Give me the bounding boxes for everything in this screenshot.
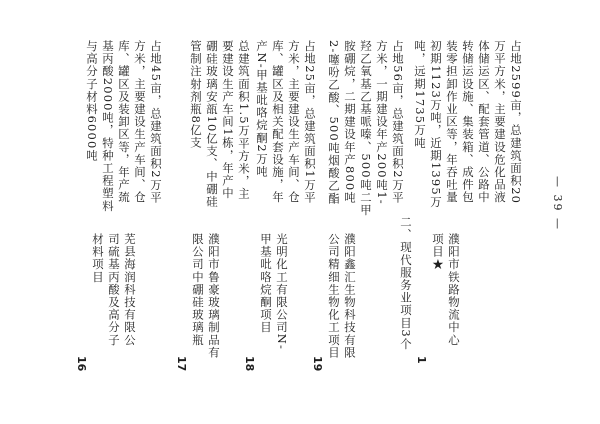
project-detail-line: 要建设生产车间1栋，年产中 (221, 40, 235, 200)
project-name-line: 甲基吡咯烷酮项目 (259, 233, 273, 334)
project-detail-line: 体储运区、配套管道、公路中 (477, 40, 491, 204)
project-detail-line: 方米，主要建设生产车间、仓 (133, 40, 147, 204)
project-detail (254, 40, 318, 204)
project-detail-line: 与高分子材料6000吨 (85, 40, 99, 162)
project-detail-line: 占地2599亩，总建筑面积20 (509, 40, 523, 205)
project-name (90, 233, 138, 346)
project-name (190, 233, 222, 359)
project-detail (412, 40, 524, 208)
project-detail-line: 占地25亩，总建筑面积1万平 (303, 40, 317, 204)
project-detail-line: 硼硅玻璃安瓿10亿支、中硼硅 (205, 40, 219, 209)
project-detail (188, 40, 252, 208)
project-name-line: 公司精细生物化工项目 (327, 233, 341, 359)
project-detail-line: 装零担卸作业区等，年吞吐量 (445, 40, 459, 204)
item-number: 18 (243, 356, 256, 372)
project-name-line: 濮阳鑫汇生物科技有限 (343, 233, 357, 359)
project-detail-line: 羟乙氧基乙基哌嗪、500吨二甲 (359, 40, 373, 217)
project-detail-line: 占地45亩，总建筑面积2万平 (149, 40, 163, 204)
project-detail-line: 方米，一期建设年产200吨1- (375, 40, 389, 205)
project-detail-line: 胺硼烷，二期建设年产800吨 (343, 40, 357, 204)
project-detail-line: 2-噻吩乙酸、500吨烟酸乙酯 (327, 40, 341, 205)
project-name (326, 233, 358, 359)
project-detail-line: 产N-甲基吡咯烷酮2万吨 (255, 40, 269, 179)
section-heading: 二、现代服务业项目3个 (399, 216, 413, 351)
project-detail (84, 40, 164, 212)
page-number: — 39 — (551, 176, 564, 231)
project-name-line: 限公司中硼硅玻璃瓶 (191, 233, 205, 347)
project-name-line: 濮阳市鲁豪玻璃制品有 (207, 233, 221, 359)
item-number: 17 (175, 356, 188, 372)
project-detail-line: 基丙酸2000吨，特种工程塑料 (101, 40, 115, 213)
project-detail (326, 40, 406, 217)
project-detail-line: 总建筑面积1.5万平方米，主 (237, 40, 251, 201)
project-name-line: 光明化工有限公司N- (275, 233, 289, 351)
project-detail-line: 万平方米，主要建设危化品液 (493, 40, 507, 204)
project-detail-line: 初期1123万吨，近期1395万 (429, 40, 443, 209)
project-name-line: 濮阳市铁路物流中心 (447, 233, 461, 347)
project-detail-line: 方米，主要建设生产车间、仓 (287, 40, 301, 204)
project-name-line: 司硫基丙酸及高分子 (107, 233, 121, 347)
project-name (430, 233, 462, 346)
item-number: 1 (415, 356, 428, 364)
item-number: 19 (311, 356, 324, 372)
project-name-line: 项目★ (431, 233, 445, 271)
project-detail-line: 库、罐区及装卸区等，年产巯 (117, 40, 131, 204)
project-detail-line: 吨，远期1735万吨 (413, 40, 427, 150)
project-name (258, 233, 290, 350)
project-detail-line: 库、罐区及相关配套设施，年 (271, 40, 285, 204)
project-detail-line: 占地56亩，总建筑面积2万平 (391, 40, 405, 204)
project-detail-line: 转储运设施、集装箱、成件包 (461, 40, 475, 204)
project-name-line: 芜县海润科技有限公 (123, 233, 137, 347)
item-number: 16 (75, 356, 88, 372)
project-name-line: 材料项目 (91, 233, 105, 284)
project-detail-line: 管制注射剂瓶8亿支 (189, 40, 203, 150)
